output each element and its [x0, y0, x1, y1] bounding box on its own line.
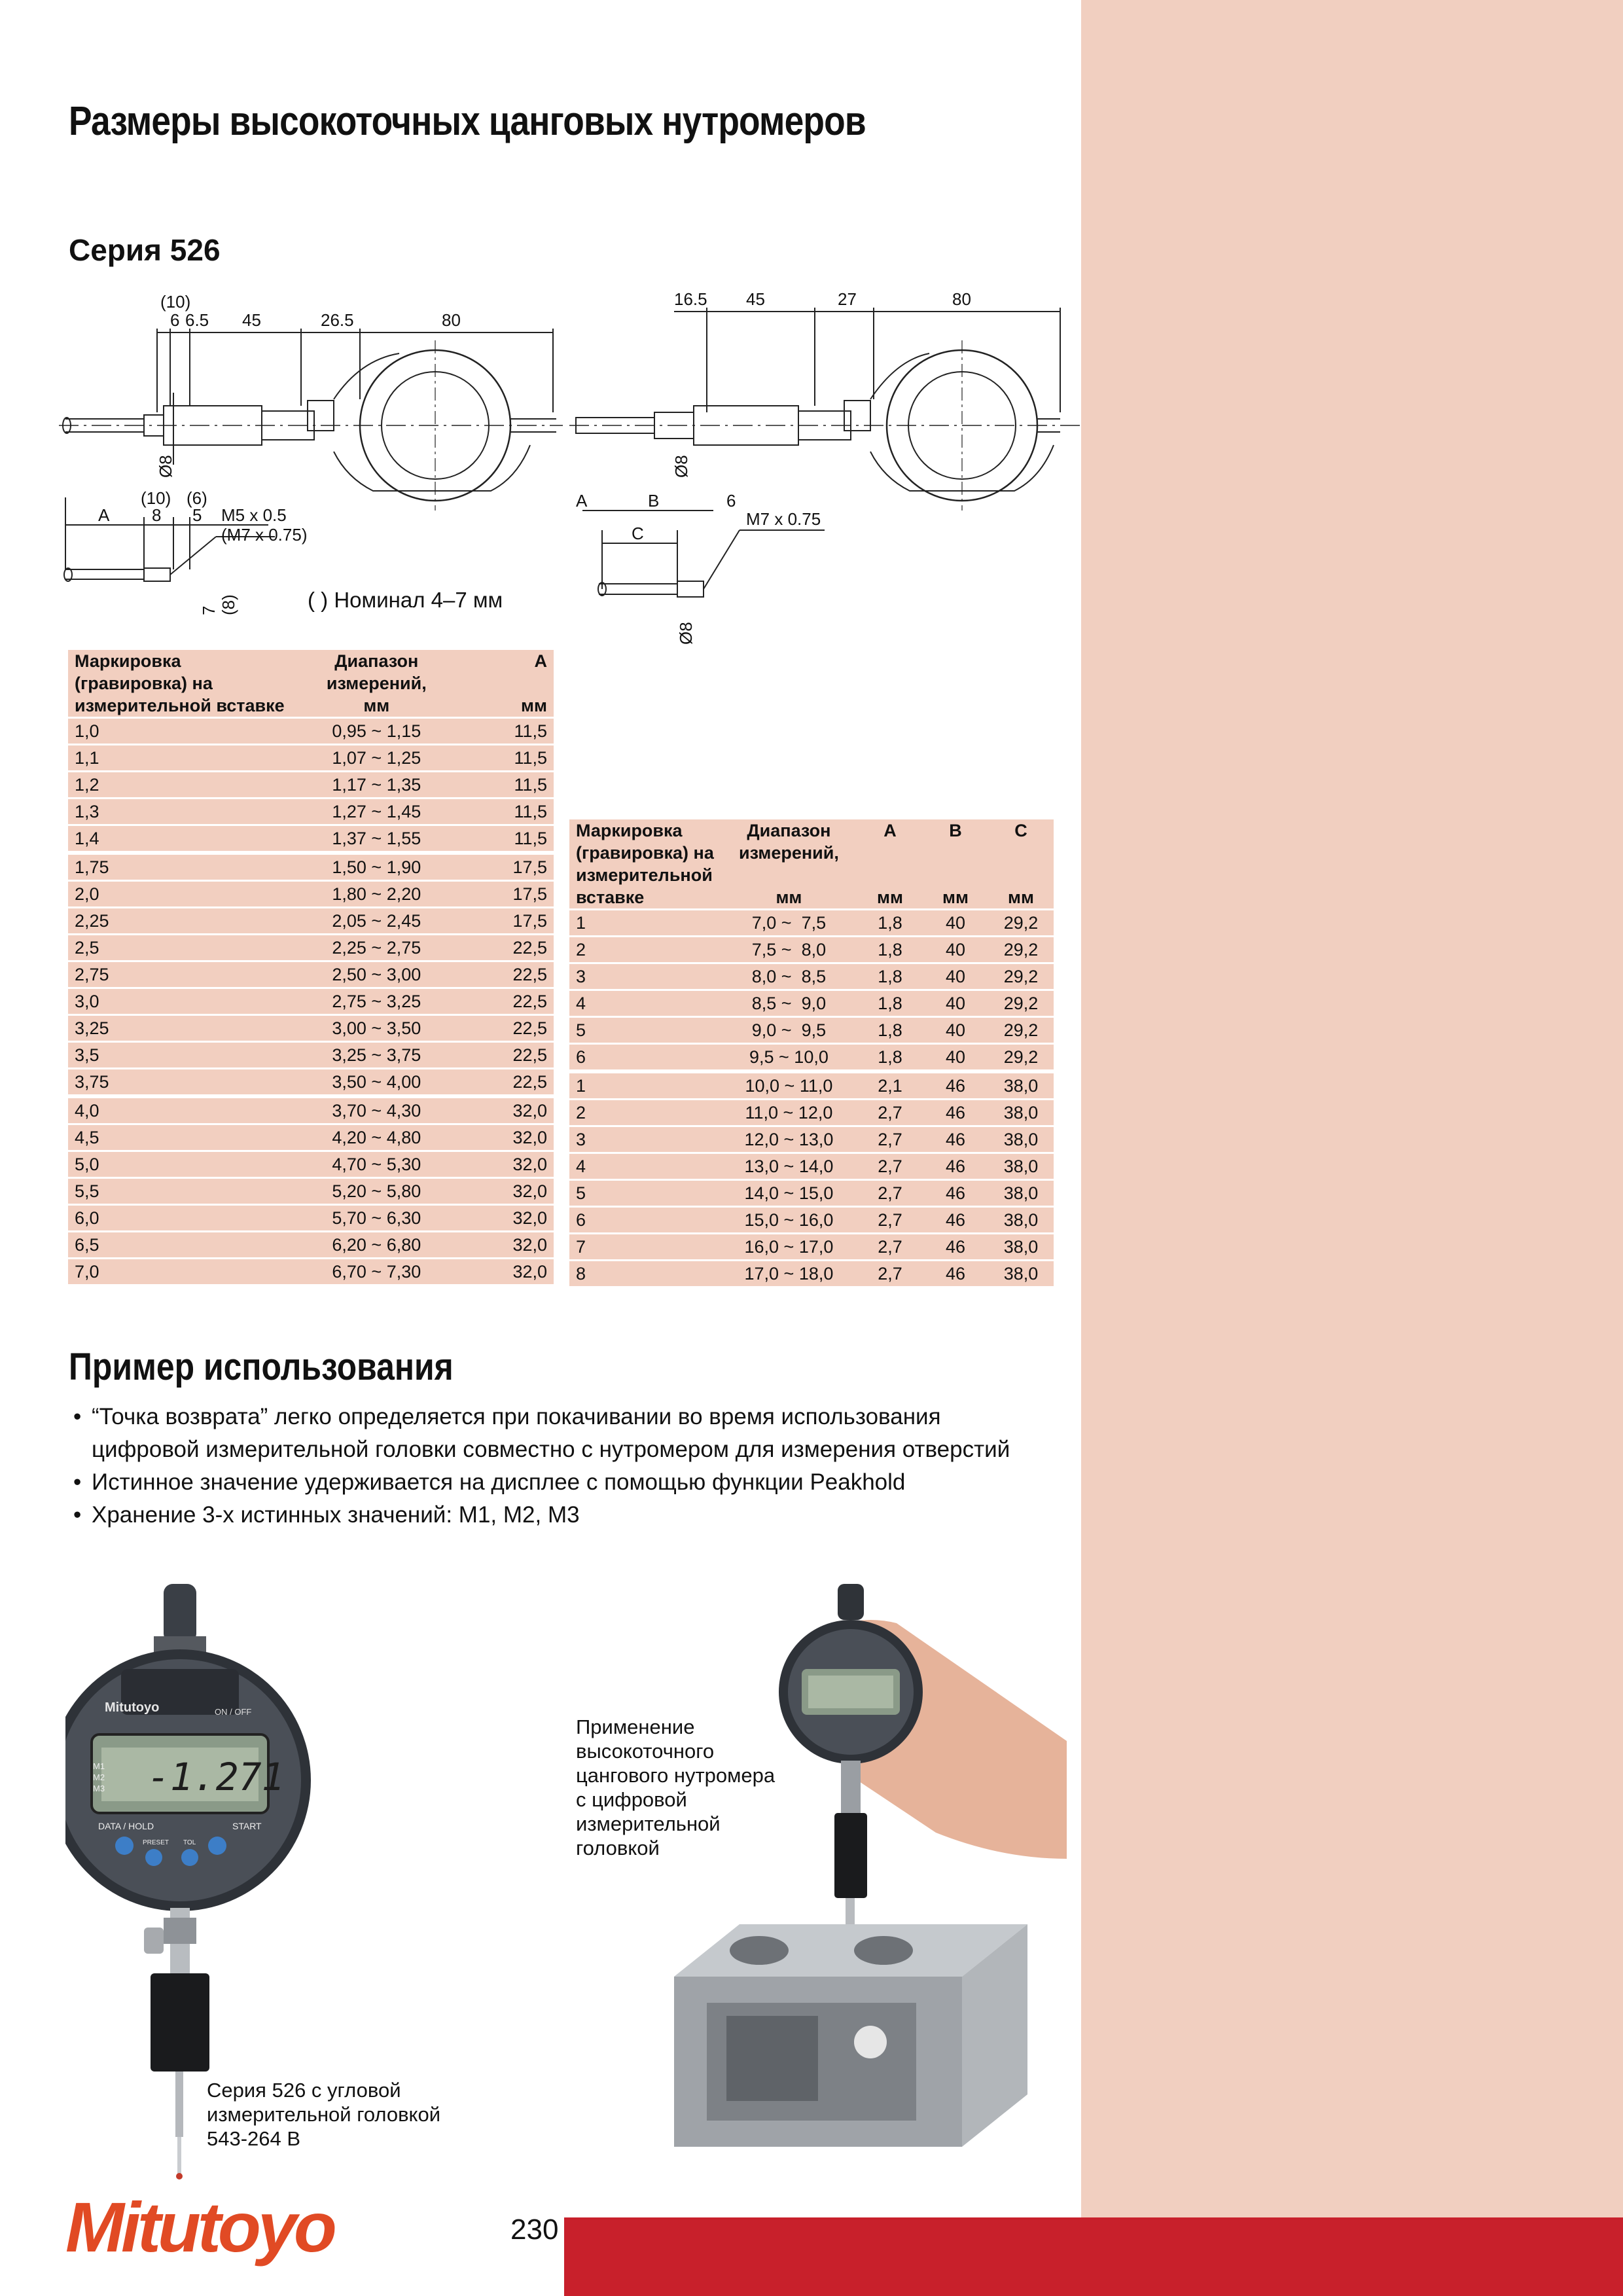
left-dim-26-5: 26.5	[321, 310, 354, 330]
t2-head-a-unit: мм	[877, 888, 903, 907]
table-cell: 1	[576, 912, 586, 933]
table-cell: 2,50 ~ 3,00	[332, 964, 421, 984]
table-cell: 32,0	[512, 1100, 547, 1121]
gauge-button-tol	[181, 1849, 198, 1866]
t1-head-col3-l2	[469, 672, 547, 694]
t1-body	[68, 718, 554, 1285]
table-cell: 15,0 ~ 16,0	[744, 1210, 834, 1230]
table-cell: 2,05 ~ 2,45	[332, 910, 421, 931]
table-cell: 40	[945, 1020, 966, 1040]
table-cell: 46	[945, 1236, 966, 1257]
table-cell: 32,0	[512, 1181, 547, 1201]
table-cell: 5	[576, 1183, 586, 1203]
table-cell: 3	[576, 1129, 586, 1149]
table-cell: 32,0	[512, 1154, 547, 1174]
table-cell: 40	[945, 1047, 966, 1067]
table-cell: 3,00 ~ 3,50	[332, 1018, 421, 1038]
table-cell: 40	[945, 966, 966, 986]
table-cell: 6	[576, 1047, 586, 1067]
table-cell: 2,7	[878, 1129, 902, 1149]
page-sidebar-band	[1081, 0, 1623, 2296]
t1-head-col3-l1: A	[534, 651, 547, 671]
left-dim-45: 45	[242, 310, 261, 330]
table-cell: 1,8	[878, 1020, 902, 1040]
table-row	[569, 910, 1054, 937]
left-thread-m7: (M7 x 0.75)	[221, 525, 308, 545]
table-cell: 6,20 ~ 6,80	[332, 1234, 421, 1255]
table-cell: 7,0	[75, 1261, 99, 1282]
right-detail-dim-6: 6	[726, 491, 736, 511]
table-cell: 11,5	[514, 747, 547, 768]
table-cell: 3,0	[75, 991, 99, 1011]
table-cell: 16,0 ~ 17,0	[744, 1236, 834, 1257]
t1-head-col2-l2: измерений,	[326, 673, 427, 693]
table-cell: 40	[945, 912, 966, 933]
table-cell: 38,0	[1003, 1102, 1039, 1122]
table-cell: 3,75	[75, 1071, 109, 1092]
usage-bullet-1: • “Точка возврата” легко определяется при покачивании во время использования цифровой измерительной головки совместно с нутромером для измерения отверстий	[71, 1401, 1052, 1466]
table-cell: 1,75	[75, 857, 109, 877]
table-cell: 2,0	[75, 884, 99, 904]
table-cell: 11,5	[514, 721, 547, 741]
table-cell: 1,8	[878, 966, 902, 986]
table-cell: 29,2	[1003, 993, 1039, 1013]
table-cell: 1,80 ~ 2,20	[332, 884, 421, 904]
table-cell: 8	[576, 1263, 586, 1283]
table-cell: 46	[945, 1210, 966, 1230]
table-row	[68, 1178, 554, 1205]
table-row	[569, 1261, 1054, 1287]
usage-bullet-3: • Хранение 3-х истинных значений: M1, M2, M3	[71, 1499, 1052, 1532]
table-cell: 46	[945, 1075, 966, 1096]
t1-head-col1-l3: измерительной вставке	[75, 696, 285, 715]
left-tip-dim-7: 7	[199, 605, 219, 615]
series-label: Серия 526	[69, 233, 221, 267]
table-cell: 6,0	[75, 1208, 99, 1228]
caption-series-526: Серия 526 с угловой измерительной головкой 543-264 B	[207, 2079, 441, 2150]
table-row	[569, 1100, 1054, 1126]
table-cell: 6	[576, 1210, 586, 1230]
table-cell: 22,5	[512, 1071, 547, 1092]
technical-drawing	[59, 281, 1080, 648]
table-cell: 1,17 ~ 1,35	[332, 774, 421, 795]
table-cell: 22,5	[512, 1018, 547, 1038]
table-cell: 32,0	[512, 1127, 547, 1147]
right-dim-80: 80	[952, 289, 971, 309]
table-cell: 1,37 ~ 1,55	[332, 828, 421, 848]
gauge-onoff-label: ON / OFF	[215, 1707, 252, 1717]
left-dia-8: Ø8	[156, 455, 175, 478]
t2-head-c: C	[1014, 821, 1027, 840]
t2-head-col2-l4: мм	[776, 888, 802, 907]
table-cell: 1,07 ~ 1,25	[332, 747, 421, 768]
table-row	[68, 1232, 554, 1259]
right-dia-8: Ø8	[671, 455, 691, 478]
table-cell: 1,8	[878, 912, 902, 933]
gauge-button-preset	[145, 1849, 162, 1866]
table-cell: 2,5	[75, 937, 99, 958]
table-cell: 1,27 ~ 1,45	[332, 801, 421, 821]
table-cell: 2,7	[878, 1263, 902, 1283]
table-row	[68, 1042, 554, 1069]
table-cell: 11,0 ~ 12,0	[745, 1102, 833, 1122]
table-row	[569, 990, 1054, 1017]
right-instrument-drawing	[569, 308, 1080, 511]
gauge-preset-label: PRESET	[143, 1839, 169, 1846]
table-cell: 1,8	[878, 1047, 902, 1067]
table-row	[569, 1234, 1054, 1261]
left-dim-6: 6	[170, 310, 180, 330]
right-tip-dia-8: Ø8	[676, 622, 696, 645]
table-cell: 5,0	[75, 1154, 99, 1174]
table-cell: 2,7	[878, 1236, 902, 1257]
table-cell: 1	[576, 1075, 586, 1096]
right-dim-45: 45	[746, 289, 765, 309]
table-cell: 2,7	[878, 1183, 902, 1203]
gauge-brand-text: Mitutoyo	[105, 1700, 160, 1715]
lcd-display-value: -1.271	[147, 1755, 285, 1799]
left-detail-dim-5: 5	[192, 505, 202, 525]
table-cell: 29,2	[1003, 1047, 1039, 1067]
table-cell: 2,25	[75, 910, 109, 931]
left-detail-dim-8: 8	[152, 505, 162, 525]
table-row	[68, 1259, 554, 1285]
table-row	[569, 937, 1054, 963]
table-cell: 3,25	[75, 1018, 109, 1038]
t2-head-col1-l4: вставке	[576, 888, 645, 907]
table-cell: 5,5	[75, 1181, 99, 1201]
table-cell: 22,5	[512, 1045, 547, 1065]
gauge-start-label: START	[232, 1821, 262, 1831]
table-cell: 2,75	[75, 964, 109, 984]
table-cell: 4,70 ~ 5,30	[332, 1154, 421, 1174]
gauge-button-datahold	[115, 1837, 134, 1855]
t2-head-a: A	[883, 821, 897, 840]
table-cell: 3,70 ~ 4,30	[332, 1100, 421, 1121]
table-cell: 3,50 ~ 4,00	[332, 1071, 421, 1092]
table-cell: 2,7	[878, 1102, 902, 1122]
table-row	[68, 935, 554, 961]
table-cell: 46	[945, 1129, 966, 1149]
table-cell: 2,25 ~ 2,75	[332, 937, 421, 958]
table-cell: 2,7	[878, 1156, 902, 1176]
t2-head-col1-l3: измерительной	[576, 865, 713, 885]
footer-red-bar	[564, 2217, 1623, 2296]
table-cell: 1,1	[75, 747, 99, 768]
left-dim-80: 80	[442, 310, 461, 330]
table-cell: 0,95 ~ 1,15	[332, 721, 421, 741]
table-cell: 1,4	[75, 828, 99, 848]
table-cell: 3,5	[75, 1045, 99, 1065]
table-cell: 4,0	[75, 1100, 99, 1121]
table-cell: 7,0 ~ 7,5	[751, 912, 827, 933]
table-row	[68, 961, 554, 988]
table-cell: 38,0	[1003, 1210, 1039, 1230]
table-cell: 22,5	[512, 991, 547, 1011]
left-detail-dim-6: (6)	[187, 488, 207, 508]
table-cell: 1,0	[75, 721, 99, 741]
left-tip-dim-8: (8)	[219, 594, 238, 615]
table-cell: 5,20 ~ 5,80	[332, 1181, 421, 1201]
left-dim-10: (10)	[160, 292, 191, 312]
table-cell: 38,0	[1003, 1075, 1039, 1096]
table-row	[68, 772, 554, 798]
table-cell: 14,0 ~ 15,0	[744, 1183, 834, 1203]
table-cell: 17,0 ~ 18,0	[744, 1263, 834, 1283]
table-cell: 4,20 ~ 4,80	[332, 1127, 421, 1147]
usage-bullet-2: • Истинное значение удерживается на дисплее с помощью функции Peakhold	[71, 1466, 1052, 1499]
caption-application: Применение высокоточного цангового нутромера с цифровой измерительной головкой	[576, 1715, 776, 1859]
gauge-tol-label: TOL	[183, 1839, 196, 1846]
table-cell: 5	[576, 1020, 586, 1040]
usage-heading: Пример использования	[69, 1346, 454, 1388]
table-cell: 1,2	[75, 774, 99, 795]
table-series-large	[569, 819, 1054, 1286]
table-cell: 38,0	[1003, 1236, 1039, 1257]
right-dim-27: 27	[838, 289, 857, 309]
right-detail-dim-b: B	[648, 491, 660, 511]
t1-head-col2-l1: Диапазон	[334, 651, 419, 671]
table-row	[68, 881, 554, 908]
gauge-m1-label: M1	[93, 1761, 105, 1771]
right-dim-16-5: 16.5	[674, 289, 707, 309]
table-cell: 40	[945, 939, 966, 960]
table-cell: 7,5 ~ 8,0	[751, 939, 827, 960]
t1-head-col3-l3: мм	[521, 696, 547, 715]
left-detail-dim-a: A	[98, 505, 110, 525]
table-cell: 1,8	[878, 939, 902, 960]
table-row	[569, 963, 1054, 990]
table-cell: 10,0 ~ 11,0	[745, 1075, 833, 1096]
table-row	[68, 718, 554, 745]
table-cell: 3,25 ~ 3,75	[332, 1045, 421, 1065]
table-row	[68, 908, 554, 935]
table-cell: 46	[945, 1102, 966, 1122]
table-row	[68, 1015, 554, 1042]
table-cell: 6,5	[75, 1234, 99, 1255]
table-row	[68, 1124, 554, 1151]
table-row	[569, 1126, 1054, 1153]
table-cell: 46	[945, 1156, 966, 1176]
table-row	[68, 988, 554, 1015]
table-cell: 2	[576, 1102, 586, 1122]
t1-head-col1-l1: Маркировка	[75, 651, 181, 671]
table-cell: 29,2	[1003, 939, 1039, 960]
t2-head-col1-l2: (гравировка) на	[576, 843, 714, 863]
table-cell: 2	[576, 939, 586, 960]
table-row	[569, 1153, 1054, 1180]
t2-head-col2-l1: Диапазон	[747, 821, 831, 840]
left-thread-m5: M5 x 0.5	[221, 505, 287, 525]
table-cell: 3	[576, 966, 586, 986]
table-cell: 29,2	[1003, 966, 1039, 986]
table-cell: 8,5 ~ 9,0	[751, 993, 827, 1013]
left-instrument-drawing	[59, 329, 563, 511]
table-cell: 32,0	[512, 1261, 547, 1282]
table-cell: 4	[576, 993, 586, 1013]
table-cell: 32,0	[512, 1208, 547, 1228]
t2-head-c-unit: мм	[1008, 888, 1034, 907]
application-photo	[661, 1584, 1073, 2147]
table-cell: 11,5	[514, 774, 547, 795]
table-cell: 1,50 ~ 1,90	[332, 857, 421, 877]
t2-head-b: B	[949, 821, 962, 840]
t2-head-col1-l1: Маркировка	[576, 821, 683, 840]
table-row	[68, 1205, 554, 1232]
gauge-m2-label: M2	[93, 1772, 105, 1782]
table-row	[569, 1180, 1054, 1207]
table-cell: 9,0 ~ 9,5	[751, 1020, 827, 1040]
table-series-small	[68, 650, 554, 1284]
table-cell: 40	[945, 993, 966, 1013]
right-thread-m7: M7 x 0.75	[746, 509, 821, 529]
table-cell: 11,5	[514, 801, 547, 821]
table-cell: 17,5	[512, 857, 547, 877]
left-detail-dim-10: (10)	[141, 488, 171, 508]
t2-head-col2-l2: измерений,	[739, 843, 839, 863]
table-cell: 13,0 ~ 14,0	[744, 1156, 834, 1176]
table-row	[569, 1207, 1054, 1234]
gauge-button-start	[208, 1837, 226, 1855]
right-detail-dim-c: C	[632, 524, 644, 543]
table-cell: 17,5	[512, 884, 547, 904]
right-detail-dim-a: A	[576, 491, 588, 511]
gauge-m3-label: M3	[93, 1784, 105, 1793]
t2-head-b-unit: мм	[942, 888, 969, 907]
table-row	[569, 1017, 1054, 1044]
table-row	[68, 1151, 554, 1178]
table-cell: 46	[945, 1183, 966, 1203]
gauge-data-hold-label: DATA / HOLD	[98, 1821, 154, 1831]
table-cell: 2,75 ~ 3,25	[332, 991, 421, 1011]
mitutoyo-logo: Mitutoyo	[65, 2187, 334, 2267]
table-row	[569, 1071, 1054, 1100]
table-cell: 1,3	[75, 801, 99, 821]
table-cell: 4,5	[75, 1127, 99, 1147]
table-cell: 32,0	[512, 1234, 547, 1255]
table-cell: 38,0	[1003, 1263, 1039, 1283]
table-cell: 22,5	[512, 937, 547, 958]
t1-head-col1-l2: (гравировка) на	[75, 673, 213, 693]
table-cell: 17,5	[512, 910, 547, 931]
table-cell: 2,7	[878, 1210, 902, 1230]
table-cell: 22,5	[512, 964, 547, 984]
left-dim-6-5: 6.5	[185, 310, 209, 330]
t2-body	[569, 910, 1054, 1287]
t1-head-col2-l3: мм	[363, 696, 390, 715]
table-cell: 29,2	[1003, 1020, 1039, 1040]
table-cell: 2,1	[878, 1075, 902, 1096]
table-cell: 12,0 ~ 13,0	[744, 1129, 834, 1149]
page-number: 230	[510, 2214, 559, 2246]
table-cell: 7	[576, 1236, 586, 1257]
usage-bullets	[71, 1401, 1052, 1532]
table-cell: 38,0	[1003, 1129, 1039, 1149]
table-row	[68, 1096, 554, 1124]
table-row	[68, 853, 554, 881]
table-row	[569, 1044, 1054, 1072]
nominal-note: ( ) Номинал 4–7 мм	[308, 588, 503, 612]
table-cell: 1,8	[878, 993, 902, 1013]
table-cell: 6,70 ~ 7,30	[332, 1261, 421, 1282]
table-cell: 11,5	[514, 828, 547, 848]
table-cell: 8,0 ~ 8,5	[751, 966, 827, 986]
table-row	[68, 745, 554, 772]
table-cell: 4	[576, 1156, 586, 1176]
table-cell: 5,70 ~ 6,30	[332, 1208, 421, 1228]
table-cell: 46	[945, 1263, 966, 1283]
page-title: Размеры высокоточных цанговых нутромеров	[69, 99, 866, 144]
table-cell: 29,2	[1003, 912, 1039, 933]
table-cell: 9,5 ~ 10,0	[749, 1047, 829, 1067]
table-row	[68, 1069, 554, 1097]
table-cell: 38,0	[1003, 1156, 1039, 1176]
table-cell: 38,0	[1003, 1183, 1039, 1203]
table-row	[68, 825, 554, 853]
table-row	[68, 798, 554, 825]
